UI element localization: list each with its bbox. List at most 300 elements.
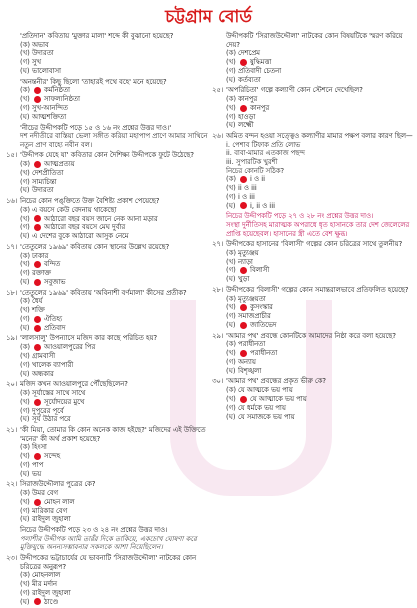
answer-option[interactable] xyxy=(20,86,210,95)
answer-option[interactable] xyxy=(20,67,210,76)
option-text: শক্তি xyxy=(32,306,45,315)
answer-option[interactable] xyxy=(20,232,210,241)
option-label: (গ) xyxy=(226,312,236,321)
option-label: (ঘ) xyxy=(20,232,30,241)
options-list xyxy=(20,343,210,378)
option-label: (ঘ) xyxy=(20,597,30,606)
option-label: (ঘ) xyxy=(226,366,236,375)
question-block xyxy=(6,480,210,524)
option-label: (খ) xyxy=(226,58,236,67)
option-text: ঠাণ্ডে xyxy=(44,597,59,606)
answer-option[interactable] xyxy=(20,206,210,215)
answer-option[interactable] xyxy=(20,461,210,470)
answer-option[interactable] xyxy=(20,104,210,113)
option-text: মৃত্যুঞ্জয় xyxy=(238,248,259,257)
answer-marker-icon xyxy=(34,161,41,168)
option-label: (খ) xyxy=(20,95,30,104)
answer-option[interactable] xyxy=(20,406,210,415)
answer-option[interactable] xyxy=(20,470,210,479)
question-text: 'তেতুলের ১৯৬৯' কবিতায় কোন স্থানের উল্লেখ রয়েছে? xyxy=(20,242,170,251)
left-column xyxy=(6,32,210,608)
question-text: উদ্দীপকের ভট্টাচার্যের যে ভাবনাটি 'সিরাজউদ্দৌলা' নাটকের কোন চরিত্রের অনুরূপ? xyxy=(20,553,197,571)
option-label: (ঘ) xyxy=(226,201,236,210)
option-text: আওয়ালপুরের পির xyxy=(44,343,96,352)
answer-marker-icon xyxy=(240,322,247,329)
answer-marker-icon xyxy=(240,105,247,112)
statement-item: i. পেশাব টিফাক প্রতি লোভ xyxy=(226,140,301,149)
answer-marker-icon xyxy=(34,87,41,94)
question-block xyxy=(212,377,416,421)
question-header xyxy=(6,151,210,160)
question-number: ২৬। xyxy=(212,132,224,141)
question-text: 'উদ্দীপক যেহে যা' কবিতার কোন দৈশিক্ষ্য উদ্দীপকে ফুটে উঠেছে? xyxy=(20,151,195,160)
option-text: সমাজপ্রাচীর xyxy=(238,312,271,321)
question-header xyxy=(212,212,416,221)
option-label: (ক) xyxy=(20,160,31,169)
option-label: (গ) xyxy=(20,177,30,186)
option-label: (ক) xyxy=(20,86,31,95)
answer-option[interactable] xyxy=(20,278,210,287)
question-block xyxy=(212,86,416,130)
question-text: 'লালসালু' উপন্যাসে মজিদ কার কাছে পরিচিত হয়? xyxy=(20,334,158,343)
question-header xyxy=(212,377,416,386)
option-text: প্রতিবাদ xyxy=(44,323,66,332)
question-text: উদ্দীপকটি 'সিরাজউদ্দৌলা' নাটকের কোন বিষয়টিকে স্মরণ করিয়ে দেয়? xyxy=(226,32,403,49)
question-block xyxy=(6,243,210,287)
answer-option[interactable] xyxy=(226,121,416,130)
answer-marker-icon xyxy=(240,202,247,209)
option-label: (গ) xyxy=(20,104,30,113)
answer-option[interactable] xyxy=(20,415,210,424)
option-label: (ক) xyxy=(20,388,31,397)
options-list xyxy=(20,297,210,332)
answer-option[interactable] xyxy=(226,412,416,421)
answer-marker-icon xyxy=(240,176,247,183)
answer-option[interactable] xyxy=(20,580,210,589)
option-label: (ঘ) xyxy=(20,415,30,424)
question-header xyxy=(6,197,210,206)
option-label: (ক) xyxy=(20,443,31,452)
answer-option[interactable] xyxy=(226,275,416,284)
option-text: এ দেশের বুকে আঠারো আসুক নেমে xyxy=(32,232,129,241)
answer-option[interactable] xyxy=(20,352,210,361)
question-text: উদ্দীপকের 'বিলাসী' গল্পের কোন সমান্তরালভাবে প্রতিফলিত হয়েছে? xyxy=(226,285,409,294)
option-text: সুখ xyxy=(32,58,41,67)
question-text: 'তেতুলের ১৯৬৯' কবিতায় 'অবিনাশী বর্ণমালা' কীসের প্রতীক? xyxy=(20,288,187,297)
option-text: বন্দিত xyxy=(44,260,61,269)
question-text: সিরাজউদ্দৌলার পুত্রের কে? xyxy=(20,480,96,489)
option-label: (ক) xyxy=(226,95,237,104)
answer-option[interactable] xyxy=(226,113,416,122)
option-label: (ঘ) xyxy=(226,320,236,329)
option-text: সাম্যচিন্তা xyxy=(32,177,57,186)
question-text: 'নীচের উদ্দীপকটি পড়ে ১৫ ও ১৬ নং প্রশ্নের উত্তর দাও।' xyxy=(20,123,172,132)
answer-option[interactable] xyxy=(20,443,210,452)
answer-option[interactable] xyxy=(20,260,210,269)
answer-option[interactable] xyxy=(20,452,210,461)
answer-option[interactable] xyxy=(226,67,416,76)
option-text: ন্যাড়া xyxy=(238,257,253,266)
option-text: i ও ii xyxy=(250,175,265,184)
question-header xyxy=(6,243,210,252)
option-label: (গ) xyxy=(20,314,30,323)
answer-marker-icon xyxy=(34,224,41,231)
option-text: মোহনলাল xyxy=(32,571,61,580)
option-label: (ঘ) xyxy=(20,515,30,524)
option-text: লক্ষ্মৌ xyxy=(238,121,254,130)
option-text: আত্মশক্তিতা xyxy=(32,112,67,121)
options-list xyxy=(20,252,210,287)
option-text: পরাধীনতা xyxy=(238,340,266,349)
answer-option[interactable] xyxy=(226,76,416,85)
statement-item: ii. বাবা-মামার এতকাজ পছন্দ xyxy=(226,149,305,158)
answer-marker-icon xyxy=(34,453,41,460)
option-label: (গ) xyxy=(226,403,236,412)
option-label: (খ) xyxy=(20,214,30,223)
option-text: রাইদুল জুহালা xyxy=(32,588,71,597)
answer-option[interactable] xyxy=(226,202,416,211)
answer-option[interactable] xyxy=(226,358,416,367)
question-number: ১৫। xyxy=(6,151,18,160)
page-title: চট্টগ্রাম বোর্ড xyxy=(165,7,252,27)
question-number: ১৮। xyxy=(6,288,18,297)
question-block xyxy=(6,426,210,478)
answer-option[interactable] xyxy=(20,297,210,306)
answer-option[interactable] xyxy=(20,361,210,370)
answer-option[interactable] xyxy=(20,95,210,104)
option-text: আঠারো বছর বয়সে মেঘ দুর্বার xyxy=(44,223,126,232)
answer-option[interactable] xyxy=(20,49,210,58)
question-block xyxy=(6,289,210,333)
question-header xyxy=(6,426,210,443)
option-text: উদারতা xyxy=(32,49,54,58)
option-text: ঢাকার xyxy=(32,251,49,260)
option-text: পাপ xyxy=(32,460,44,469)
question-text: 'আমার পথ' প্রবন্ধের প্রকৃত ভীরু কে? xyxy=(226,377,326,386)
question-block xyxy=(212,240,416,284)
option-text: যে ধর্মকে ভয় পায় xyxy=(238,403,286,412)
option-label: (ঘ) xyxy=(20,323,30,332)
question-number: ২৭। xyxy=(212,240,224,249)
question-number xyxy=(6,32,20,41)
answer-option[interactable] xyxy=(20,398,210,407)
answer-option[interactable] xyxy=(226,184,416,193)
option-label: (খ) xyxy=(20,397,30,406)
option-label: (গ) xyxy=(20,460,30,469)
answer-option[interactable] xyxy=(226,104,416,113)
answer-option[interactable] xyxy=(20,58,210,67)
question-header xyxy=(6,78,210,87)
option-label: (খ) xyxy=(20,580,30,589)
answer-option[interactable] xyxy=(226,95,416,104)
option-label: (গ) xyxy=(226,66,236,75)
question-header xyxy=(6,480,210,489)
option-text: খুড়া xyxy=(238,275,250,284)
answer-option[interactable] xyxy=(20,515,210,524)
question-block xyxy=(6,32,210,76)
option-text: হিংসা xyxy=(32,443,47,452)
options-list xyxy=(226,294,416,329)
answer-option[interactable] xyxy=(20,324,210,333)
answer-marker-icon xyxy=(34,261,41,268)
answer-option[interactable] xyxy=(20,223,210,232)
answer-option[interactable] xyxy=(226,340,416,349)
option-text: প্রতিবাদী চেতনা xyxy=(238,66,282,75)
question-number: ৩০। xyxy=(212,377,224,386)
question-text: অমিত বন্দন হওয়া সত্ত্বেও কল্যাণীর মামার পক্ষপ বলার কারণ ছিল— xyxy=(226,132,413,141)
answer-marker-icon xyxy=(240,396,247,403)
options-list xyxy=(226,95,416,130)
options-list xyxy=(226,249,416,284)
answer-option[interactable] xyxy=(226,294,416,303)
option-label: (গ) xyxy=(20,360,30,369)
option-label: (খ) xyxy=(226,349,236,358)
question-number xyxy=(6,526,20,535)
question-number: ২২। xyxy=(6,480,18,489)
option-text: পরাধীনতা xyxy=(250,349,278,358)
answer-option[interactable] xyxy=(226,58,416,67)
question-block xyxy=(6,78,210,122)
options-list xyxy=(226,175,416,210)
option-label: (ঘ) xyxy=(20,469,30,478)
option-text: হাওড়া xyxy=(238,112,256,121)
option-label: (ক) xyxy=(226,386,237,395)
answer-marker-icon xyxy=(34,96,41,103)
answer-option[interactable] xyxy=(20,598,210,607)
answer-option[interactable] xyxy=(20,315,210,324)
question-number: ২৩। xyxy=(6,553,18,562)
question-text: 'অনন্তনীর' কিছু ছিলো 'তাহারই পথে বহে' মনে হয়েছে? xyxy=(20,77,167,86)
option-label: (গ) xyxy=(226,357,236,366)
answer-option[interactable] xyxy=(226,349,416,358)
question-number: ১৯। xyxy=(6,334,18,343)
question-header xyxy=(212,32,416,49)
option-text: ঐতিহ্য xyxy=(44,314,63,323)
option-text: জাতিভেদ xyxy=(250,320,277,329)
answer-option[interactable] xyxy=(226,404,416,413)
option-text: সন্দেহ xyxy=(44,452,61,461)
option-label: (গ) xyxy=(20,223,30,232)
option-label: (ক) xyxy=(20,205,31,214)
question-block xyxy=(212,132,416,210)
question-header xyxy=(212,240,416,249)
answer-option[interactable] xyxy=(226,257,416,266)
option-label: (ক) xyxy=(226,49,237,58)
options-list xyxy=(20,41,210,76)
option-text: কুসংস্কার xyxy=(250,303,273,312)
option-label: (ক) xyxy=(20,40,31,49)
option-label: (ক) xyxy=(20,251,31,260)
option-text: সূর্যাস্তের সাথে সাথে xyxy=(32,388,86,397)
question-text: নিচের উদ্দীপকটি পড়ে ২৩ ও ২৪ নং প্রশ্নের উত্তর দাও। xyxy=(20,526,168,535)
option-text: যে সমাজকে ভয় পায় xyxy=(238,412,295,421)
answer-option[interactable] xyxy=(226,193,416,202)
option-text: আঠারো বছর বয়স জানে নেক আনা মড়ার xyxy=(44,214,158,223)
answer-option[interactable] xyxy=(20,389,210,398)
question-block xyxy=(212,332,416,376)
options-list xyxy=(20,206,210,241)
option-text: i ও iii xyxy=(238,192,255,201)
option-label: (গ) xyxy=(20,406,30,415)
answer-marker-icon xyxy=(34,399,41,406)
answer-option[interactable] xyxy=(226,175,416,184)
option-text: দেশপ্রেম xyxy=(238,49,260,58)
option-text: সুখ-আনন্দিত xyxy=(32,104,68,113)
answer-marker-icon xyxy=(240,304,247,311)
question-number xyxy=(212,32,226,49)
option-label: (গ) xyxy=(20,588,30,597)
option-text: বিশৃঙ্খলা xyxy=(238,366,262,375)
answer-option[interactable] xyxy=(20,369,210,378)
option-label: (খ) xyxy=(20,306,30,315)
option-label: (গ) xyxy=(20,506,30,515)
question-header xyxy=(6,526,210,535)
answer-option[interactable] xyxy=(226,312,416,321)
answer-option[interactable] xyxy=(226,367,416,376)
option-label: (ঘ) xyxy=(20,277,30,286)
option-text: কানপুর xyxy=(250,103,270,112)
option-label: (খ) xyxy=(226,257,236,266)
option-text: খালেক ব্যাপারী xyxy=(32,360,74,369)
option-text: এ বয়সে কেউ বেদনায় থাকেছো xyxy=(32,205,117,214)
question-number: ২৮। xyxy=(212,285,224,294)
question-block xyxy=(6,197,210,241)
option-label: (ক) xyxy=(20,489,31,498)
question-header xyxy=(6,554,210,571)
statement-item: iii. সুপারটিক খুরশী xyxy=(226,157,278,166)
option-label: (খ) xyxy=(20,260,30,269)
option-label: (ঘ) xyxy=(226,75,236,84)
option-text: মৃত্যুঞ্জয়তা xyxy=(238,294,266,303)
option-label: (ক) xyxy=(20,297,31,306)
answer-option[interactable] xyxy=(20,507,210,516)
answer-option[interactable] xyxy=(226,249,416,258)
option-text: বিলাসী xyxy=(250,266,270,275)
option-text: উদারতা xyxy=(32,186,54,195)
answer-marker-icon xyxy=(34,598,41,605)
option-label: (ঘ) xyxy=(20,369,30,378)
question-note: সংস্থা দুর্নীতিসহ মারাত্মক অপরাধে ধৃত হাসানকে তার দেশ জেলেলের প্রাপ্তি হয়েছেবল। হাসানের স্ত্রী এতে বেশ ক্ষুব্ধ। xyxy=(226,220,410,238)
question-header xyxy=(212,132,416,141)
answer-option[interactable] xyxy=(20,489,210,498)
option-text: আত্মপ্রত্যয় xyxy=(44,160,75,169)
option-label: (খ) xyxy=(226,303,236,312)
option-text: অন্ধকার xyxy=(32,369,54,378)
answer-option[interactable] xyxy=(20,169,210,178)
answer-option[interactable] xyxy=(226,321,416,330)
option-text: দেশপ্রীতিতা xyxy=(32,168,64,177)
option-text: সবুজাভ xyxy=(44,277,66,286)
answer-option[interactable] xyxy=(20,113,210,122)
option-text: ধৈর্য xyxy=(32,297,43,306)
option-text: ভালোবাসা xyxy=(32,67,62,76)
option-label: (খ) xyxy=(226,184,236,193)
option-label: (খ) xyxy=(20,351,30,360)
answer-option[interactable] xyxy=(20,589,210,598)
option-text: অন্যায় xyxy=(238,357,256,366)
option-text: ষুদ্ধিমত্তা xyxy=(250,58,272,67)
answer-marker-icon xyxy=(34,499,41,506)
answer-option[interactable] xyxy=(20,306,210,315)
question-number: ২০। xyxy=(6,380,18,389)
question-text: 'প্রতিদান' কবিতায় 'মুক্তার মালা' শব্দে কী বুঝানো হয়েছে? xyxy=(20,32,174,40)
option-label: (ঘ) xyxy=(20,112,30,121)
option-text: মোহন লাল xyxy=(44,497,75,506)
option-text: কর্মনিষ্ঠতা xyxy=(44,86,71,95)
answer-option[interactable] xyxy=(20,571,210,580)
question-header xyxy=(6,380,210,389)
answer-option[interactable] xyxy=(226,386,416,395)
option-label: (গ) xyxy=(20,58,30,67)
question-header xyxy=(6,32,210,41)
question-number: ২৫। xyxy=(212,86,224,95)
option-text: উমর বেগ xyxy=(32,489,58,498)
option-label: (খ) xyxy=(20,497,30,506)
options-list xyxy=(226,386,416,421)
option-text: কানপুর xyxy=(238,95,258,104)
answer-marker-icon xyxy=(240,267,247,274)
answer-option[interactable] xyxy=(20,186,210,195)
option-label: (ক) xyxy=(226,340,237,349)
option-label: (ঘ) xyxy=(20,186,30,195)
answer-option[interactable] xyxy=(20,215,210,224)
answer-option[interactable] xyxy=(20,160,210,169)
option-text: সূর্যোদয়ের মুখে xyxy=(44,397,85,406)
question-text: মজিদ কখন আওয়ালপুরে পৌঁছেছিলেন? xyxy=(20,380,128,389)
answer-marker-icon xyxy=(34,344,41,351)
question-block xyxy=(6,526,210,552)
question-number: ২১। xyxy=(6,426,18,435)
answer-option[interactable] xyxy=(226,303,416,312)
question-header xyxy=(6,289,210,298)
answer-option[interactable] xyxy=(226,266,416,275)
option-label: (ঘ) xyxy=(226,412,236,421)
question-block xyxy=(6,554,210,606)
option-text: i, ii ও iii xyxy=(250,201,275,210)
question-text: উদ্দীপকের হাসানের 'বিলাসী' গল্পের কোন চরিত্রের সাথে তুলনীয়? xyxy=(226,240,403,249)
question-quote: দশ নদীতীরে বাস্তিয়া ভেলা সঙ্গীত করিয়া মহাপাপ প্রাণে আমার সাথিনে নতুন প্রাণ বাহ্যে নবীন বল। xyxy=(20,132,208,149)
answer-option[interactable] xyxy=(20,178,210,187)
option-label: (খ) xyxy=(226,394,236,403)
option-text: অভাব xyxy=(32,40,49,49)
answer-marker-icon xyxy=(34,215,41,222)
answer-option[interactable] xyxy=(20,343,210,352)
question-header xyxy=(6,124,210,133)
option-label: (গ) xyxy=(226,192,236,201)
options-list xyxy=(20,443,210,478)
answer-option[interactable] xyxy=(20,269,210,278)
option-text: রক্তাক্ত xyxy=(32,269,51,278)
question-header xyxy=(212,86,416,95)
answer-option[interactable] xyxy=(20,498,210,507)
option-text: যে আত্মাকে ভয় পায় xyxy=(250,394,307,403)
option-label: (খ) xyxy=(20,168,30,177)
answer-option[interactable] xyxy=(226,395,416,404)
option-label: (ক) xyxy=(226,175,237,184)
answer-option[interactable] xyxy=(20,252,210,261)
options-list xyxy=(20,571,210,606)
question-header xyxy=(212,332,416,341)
answer-option[interactable] xyxy=(226,49,416,58)
options-list xyxy=(20,389,210,424)
option-label: (ঘ) xyxy=(226,121,236,130)
question-block xyxy=(212,32,416,84)
question-note: পলাশীর উদ্দীপক আমি তারঁর দিকে তাকিয়ে, একচোখ ঘোষণা করে মুক্তিযুদ্ধে অনন্যসম্ভাবনার সকলকে আশা নিয়েছিলেন। xyxy=(20,534,197,552)
question-number: ১৭। xyxy=(6,242,18,251)
question-number xyxy=(6,124,20,133)
question-number: ২৯। xyxy=(212,331,224,340)
question-text: নিচের কোন পঙ্‌ক্তিতে উক্ত বৈশিষ্ট্য প্রকাশ পেয়েছে? xyxy=(20,197,160,206)
